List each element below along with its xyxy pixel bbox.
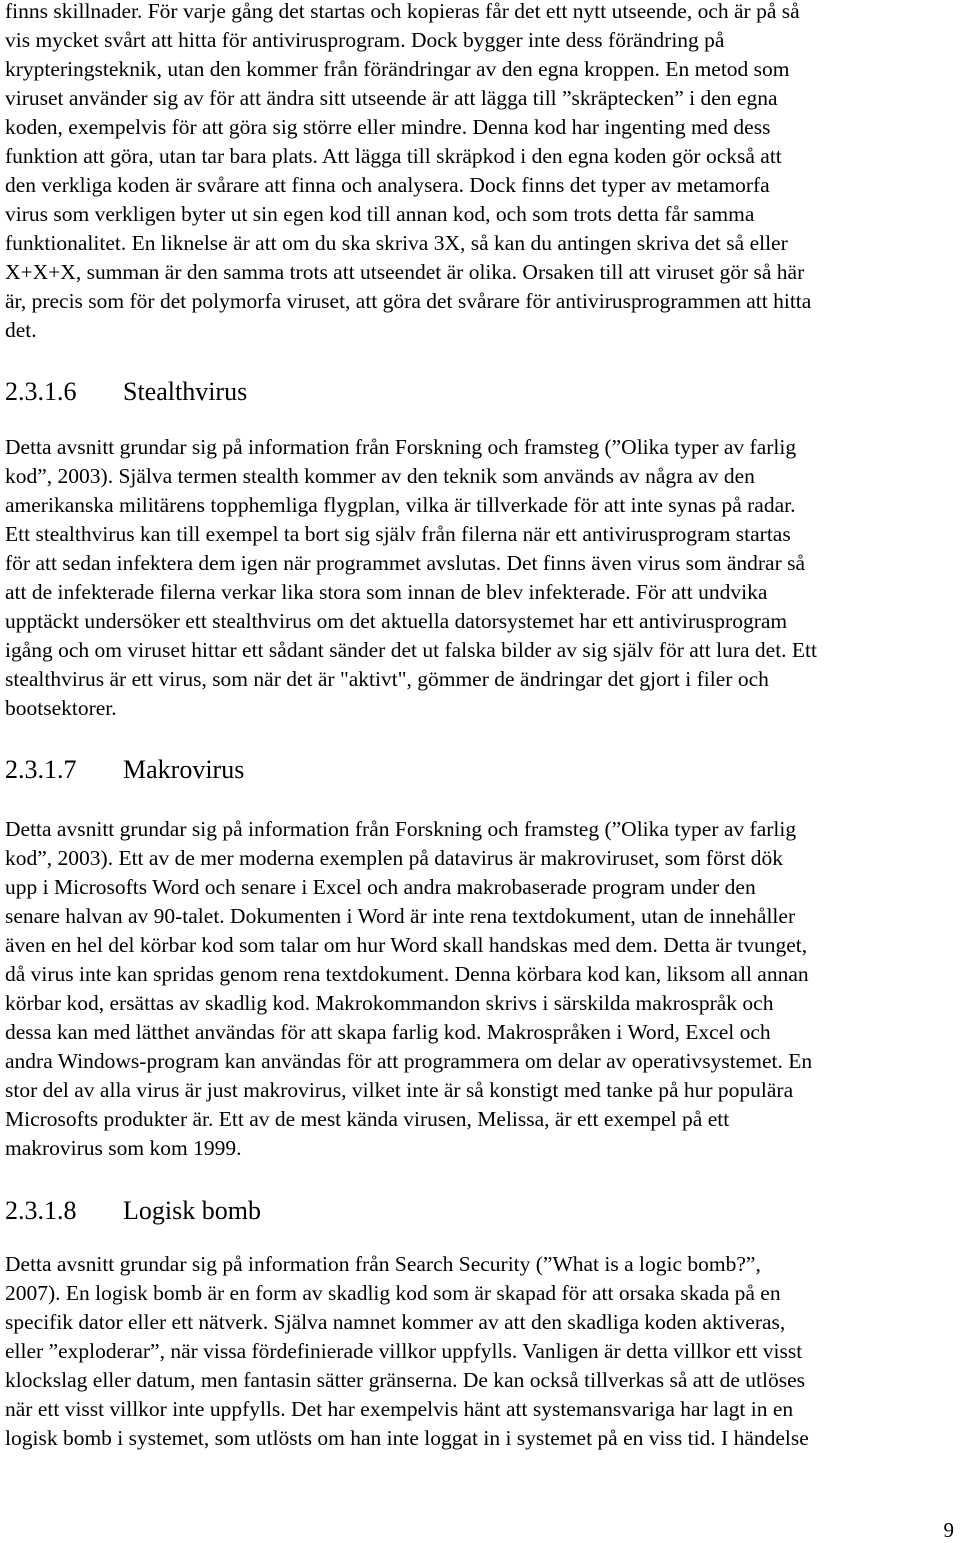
text-line: finns skillnader. För varje gång det startas och kopieras får det ett nytt utseende, och är på så (5, 0, 800, 23)
text-line: Microsofts produkter är. Ett av de mest kända virusen, Melissa, är ett exempel på ett (5, 1107, 730, 1131)
text-line: logisk bomb i systemet, som utlösts om han inte loggat in i systemet på en viss tid. I händelse (5, 1426, 809, 1450)
text-line: är, precis som för det polymorfa viruset, att göra det svårare för antivirusprogrammen att hitta (5, 289, 812, 313)
text-line: bootsektorer. (5, 696, 117, 720)
text-line: upp i Microsofts Word och senare i Excel och andra makrobaserade program under den (5, 875, 756, 899)
text-line: Detta avsnitt grundar sig på information från Search Security (”What is a logic bomb?”, (5, 1252, 761, 1276)
text-line: stor del av alla virus är just makrovirus, vilket inte är så konstigt med tanke på hur populära (5, 1078, 794, 1102)
text-line: 2007). En logisk bomb är en form av skadlig kod som är skapad för att orsaka skada på en (5, 1281, 781, 1305)
text-line: körbar kod, ersättas av skadlig kod. Makrokommandon skrivs i särskilda makrospråk och (5, 991, 774, 1015)
text-line: även en hel del körbar kod som talar om hur Word skall handskas med dem. Detta är tvunget, (5, 933, 808, 957)
text-line: eller ”exploderar”, när vissa fördefinierade villkor uppfylls. Vanligen är detta villkor ett visst (5, 1339, 803, 1363)
page-number: 9 (943, 1518, 954, 1542)
text-line: koden, exempelvis för att göra sig större eller mindre. Denna kod har ingenting med dess (5, 115, 771, 139)
text-line: när ett visst villkor inte uppfylls. Det har exempelvis hänt att systemansvariga har lagt in en (5, 1397, 794, 1421)
text-line: kod”, 2003). Själva termen stealth kommer av den teknik som används av några av den (5, 464, 755, 488)
section-title: Makrovirus (123, 755, 245, 784)
text-line: specifik dator eller ett nätverk. Själva namnet kommer av att den skadliga koden aktiveras, (5, 1310, 786, 1334)
text-line: virus som verkligen byter ut sin egen kod till annan kod, och som trots detta får samma (5, 202, 755, 226)
text-line: kod”, 2003). Ett av de mer moderna exemplen på datavirus är makroviruset, som först dök (5, 846, 783, 870)
section-number: 2.3.1.7 (5, 755, 77, 784)
text-line: den verkliga koden är svårare att finna och analysera. Dock finns det typer av metamorfa (5, 173, 770, 197)
text-line: senare halvan av 90-talet. Dokumenten i Word är inte rena textdokument, utan de innehåller (5, 904, 796, 928)
text-line: Detta avsnitt grundar sig på information från Forskning och framsteg (”Olika typer av farlig (5, 435, 797, 459)
text-line: krypteringsteknik, utan den kommer från förändringar av den egna kroppen. En metod som (5, 57, 790, 81)
text-line: för att sedan infektera dem igen när programmet avslutas. Det finns även virus som ändrar så (5, 551, 806, 575)
text-line: X+X+X, summan är den samma trots att utseendet är olika. Orsaken till att viruset gör så här (5, 260, 805, 284)
text-line: dessa kan med lätthet användas för att skapa farlig kod. Makrospråken i Word, Excel och (5, 1020, 771, 1044)
text-line: att de infekterade filerna verkar lika stora som innan de blev infekterade. För att undvika (5, 580, 768, 604)
text-line: det. (5, 318, 37, 342)
section-title: Logisk bomb (123, 1196, 261, 1225)
text-line: vis mycket svårt att hitta för antivirusprogram. Dock bygger inte dess förändring på (5, 28, 725, 52)
text-line: stealthvirus är ett virus, som när det är "aktivt", gömmer de ändringar det gjort i filer och (5, 667, 769, 691)
text-line: igång och om viruset hittar ett sådant sänder det ut falska bilder av sig själv för att lura det. Ett (5, 638, 817, 662)
text-line: funktion att göra, utan tar bara plats. Att lägga till skräpkod i den egna koden gör också att (5, 144, 782, 168)
section-heading (5, 754, 244, 786)
section-number: 2.3.1.6 (5, 377, 77, 406)
section-heading (5, 376, 247, 408)
text-line: klockslag eller datum, men fantasin sätter gränserna. De kan också tillverkas så att de utlöses (5, 1368, 806, 1392)
text-line: amerikanska militärens topphemliga flygplan, vilka är tillverkade för att inte synas på radar. (5, 493, 796, 517)
text-line: andra Windows-program kan användas för att programmera om delar av operativsystemet. En (5, 1049, 813, 1073)
text-line: Ett stealthvirus kan till exempel ta bort sig själv från filerna när ett antivirusprogram startas (5, 522, 791, 546)
section-title: Stealthvirus (123, 377, 248, 406)
text-line: makrovirus som kom 1999. (5, 1136, 242, 1160)
section-number: 2.3.1.8 (5, 1196, 77, 1225)
section-heading (5, 1195, 261, 1227)
text-line: Detta avsnitt grundar sig på information från Forskning och framsteg (”Olika typer av farlig (5, 817, 797, 841)
text-line: viruset använder sig av för att ändra sitt utseende är att lägga till ”skräptecken” i den egna (5, 86, 778, 110)
text-line: upptäckt undersöker ett stealthvirus om det aktuella datorsystemet har ett antivirusprogram (5, 609, 788, 633)
text-line: då virus inte kan spridas genom rena textdokument. Denna körbara kod kan, liksom all annan (5, 962, 809, 986)
text-line: funktionalitet. En liknelse är att om du ska skriva 3X, så kan du antingen skriva det så eller (5, 231, 788, 255)
